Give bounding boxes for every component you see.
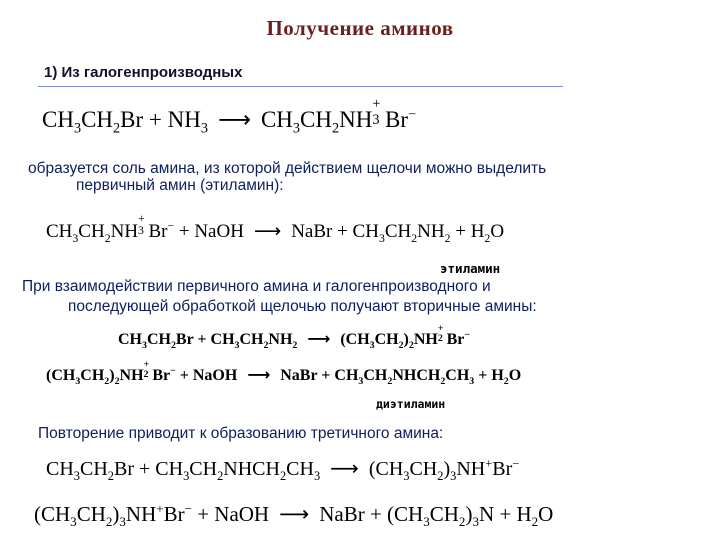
equation-6: $(CH_3CH_2)_3NH^+Br^-$ + NaOH ⟶ NaBr + $(CH_3CH_2)_3N + H_2O$ [34, 501, 554, 530]
reaction-arrow: ⟶ [307, 329, 331, 348]
reaction-arrow: ⟶ [217, 107, 251, 133]
paragraph-2-line-1: При взаимодействии первичного амина и галогенпроизводного и [22, 278, 491, 295]
reaction-arrow: ⟶ [247, 365, 271, 384]
section-heading: 1) Из галогенпроизводных [44, 64, 243, 81]
product-caption-ethylamine: этиламин [440, 261, 501, 276]
equation-2: $CH_3CH_2NH$ + 3 Br− + NaOH ⟶ NaBr + $CH_3CH_2NH_2 + H_2O$ [46, 211, 505, 245]
equation-4: $(CH_3CH_2)_2NH$ + 2 Br− + NaOH ⟶ NaBr + $CH_3CH_2NHCH_2CH_3 + H_2O$ [46, 358, 522, 388]
divider [38, 86, 563, 87]
reaction-arrow: ⟶ [253, 220, 282, 242]
paragraph-1-line-1: образуется соль амина, из которой действием щелочи можно выделить [28, 160, 547, 177]
equation-1: $CH_3CH_2Br + NH_3$ ⟶ $CH_3CH_2NH$ + 3 Br− [42, 96, 417, 137]
reaction-arrow: ⟶ [330, 456, 359, 480]
paragraph-2-line-2: последующей обработкой щелочью получают вторичные амины: [68, 298, 537, 315]
equation-3: $CH_3CH_2Br + CH_3CH_2NH_2$ ⟶ $(CH_3CH_2)_2NH$ + 2 Br− [118, 322, 471, 352]
equation-5: $CH_3CH_2Br$ + $CH_3CH_2NHCH_2CH_3$ ⟶ $(CH_3CH_2)_3NH^+Br^-$ [46, 456, 520, 483]
paragraph-1-line-2: первичный амин (этиламин): [76, 177, 284, 194]
reaction-arrow: ⟶ [279, 502, 310, 526]
paragraph-3-line-1: Повторение приводит к образованию третичного амина: [38, 425, 444, 442]
page-title: Получение аминов [266, 16, 454, 40]
product-caption-diethylamine: диэтиламин [376, 397, 446, 411]
